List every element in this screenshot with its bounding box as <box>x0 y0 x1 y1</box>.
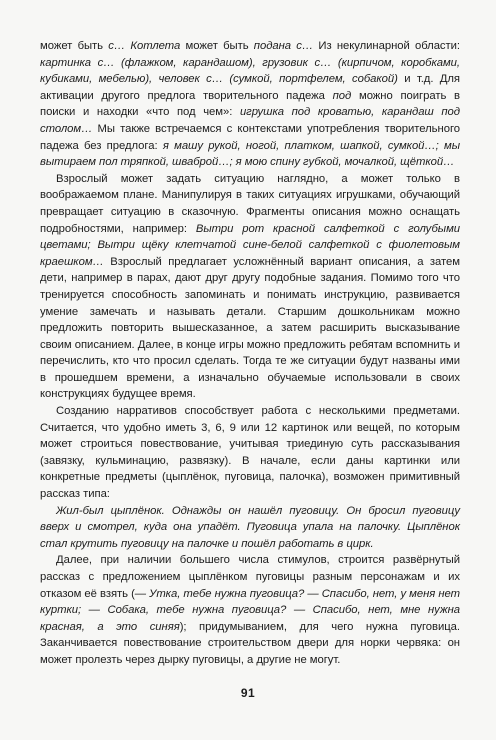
italic-text: с… <box>108 40 126 52</box>
text-run: и т.д. Для активации другого предлога творительного падежа <box>40 73 461 102</box>
text-run: можно поиграть в поиски и находки «что под чем»: <box>40 89 460 119</box>
text-run: может быть <box>40 40 109 52</box>
text-run: Созданию нарративов способствует работа с несколькими предметами. Считается, что удобно иметь 3, 6, 9 или 12 картинок или вещей, по которым может строиться повествование, учитывая триединую суть рассказывания (завязку, кульминацию, развязку). В начале, если даны картинки или конкретные предметы (цыплёнок, пуговица, палочка), возможен примитивный рассказ типа: <box>40 405 460 501</box>
text-run: Взрослый предлагает усложнённый вариант описания, а затем дети, например в парах, дают друг другу подобные задания. Помимо того что тренируется способность запоминать и понимать инструкцию, развивается умение замечать и называть детали. Старшим дошкольникам можно предложить повторить вышесказанное, а затем расширить высказывание своим описанием. Далее, в конце игры можно предложить ребятам вспомнить и перечислить, кто что просил сделать. Тогда те же ситуации будут названы ими в прошедшем времени, а изначально обучаемые использовали в своих конструкциях будущее время. <box>40 255 460 401</box>
text-run: Далее, при наличии большего числа стимулов, строится развёрнутый рассказ с предложением цыплёнком пуговицы разным персонажам и их отказом её взять ( <box>40 554 460 600</box>
text-run: Мы также встречаемся с контекстами употребления творительного падежа без предлога: <box>40 122 460 152</box>
italic-text: игрушка под кроватью, карандаш под столом… <box>40 106 460 135</box>
paragraph-1 <box>40 38 460 171</box>
paragraph-5 <box>40 552 460 668</box>
text-run: ); придумыванием, для чего нужна пуговица. Заканчивается повествование строительством двери для норки червяка: он может пролезть через дырку пуговицы, а другие не могут. <box>40 620 460 666</box>
paragraph-4 <box>40 503 460 553</box>
text-run: Из некулинарной области: <box>313 40 461 52</box>
text-run: Взрослый может задать ситуацию наглядно, а может только в воображаемом плане. Манипулируя в таких ситуациях игрушками, обучающий превращает ситуацию в сказочную. Фрагменты описания можно оснащать подробностями, например: <box>40 172 460 235</box>
italic-text: — Утка, тебе нужна пуговица? — Спасибо, нет, у меня нет куртки; — Собака, тебе нужна пуговица? — Спасибо, нет, мне нужна красная, а это синяя <box>40 587 460 633</box>
italic-text: картинка с… (флажком, карандашом), грузовик с… (кирпичом, коробками, кубиками, мебелью), человек с… (сумкой, портфелем, собакой) <box>40 56 460 86</box>
italic-text: Вытри рот красной салфеткой с голубыми цветами; Вытри щёку клетчатой сине-белой салфеткой с фиолетовым краешком… <box>40 222 460 268</box>
italic-text: Жил-был цыплёнок. Однажды он нашёл пуговицу. Он бросил пуговицу вверх и смотрел, куда она упадёт. Пуговица упала на палочку. Цыплёнок стал крутить пуговицу на палочке и пошёл работать в цирк. <box>40 504 460 550</box>
italic-text: под <box>332 89 352 102</box>
paragraph-2 <box>40 171 460 403</box>
italic-text: я машу рукой, ногой, платком, шапкой, сумкой…; мы вытираем пол тряпкой, шваброй…; я мою спину губкой, мочалкой, щёткой… <box>40 139 460 169</box>
paragraph-3 <box>40 403 460 503</box>
italic-text: Котлета <box>130 40 181 52</box>
text-run: может быть <box>180 40 254 52</box>
page-number: 91 <box>240 686 256 700</box>
italic-text: подана с… <box>253 40 314 52</box>
body-text <box>40 38 460 669</box>
